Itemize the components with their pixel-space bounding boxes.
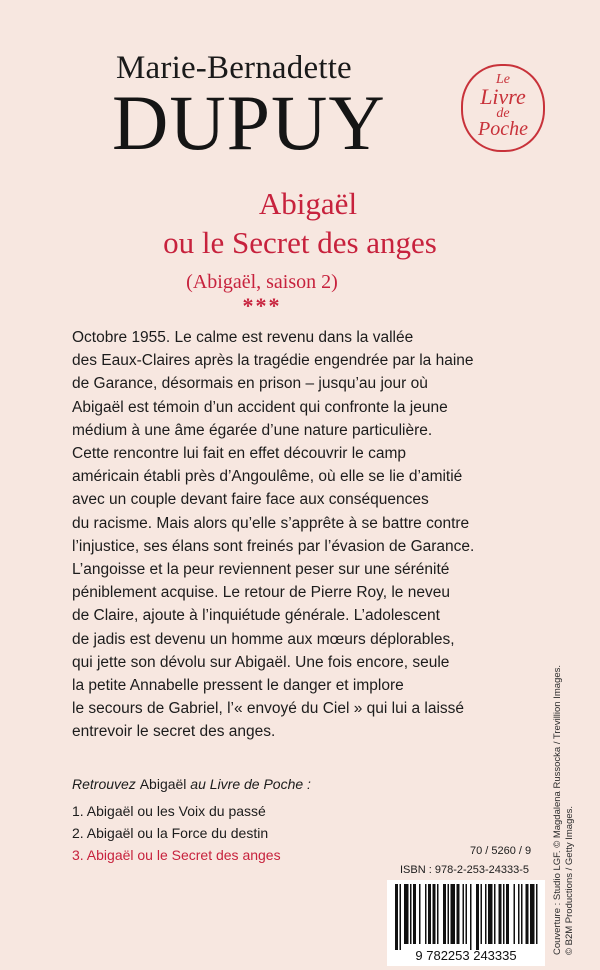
blurb-line: la petite Annabelle pressent le danger et implore (72, 677, 404, 695)
blurb-line: avec un couple devant faire face aux conséquences (72, 491, 429, 509)
blurb-line: entrevoir le secret des anges. (72, 723, 276, 741)
series-item: 1. Abigaël ou les Voix du passé (72, 803, 266, 819)
retrouvez-heading (72, 776, 311, 792)
blurb-line: médium à une âme égarée d’une nature particulière. (72, 421, 433, 439)
logo-text-livre: Livre (480, 84, 526, 109)
livre-de-poche-logo (461, 64, 545, 152)
blurb-line: le secours de Gabriel, l’« envoyé du Ciel » qui lui a laissé (72, 700, 465, 718)
barcode-bar (413, 884, 416, 944)
book-title-line1: Abigaël (258, 186, 358, 221)
barcode (387, 880, 545, 966)
barcode-bar (518, 884, 520, 944)
blurb-line: du racisme. Mais alors qu’elle s’apprête à se battre contre (72, 514, 470, 532)
credits-line: © B2M Productions / Getty Images. (564, 805, 575, 955)
author-first-name: Marie-Bernadette (116, 50, 352, 86)
barcode-bar (536, 884, 538, 944)
barcode-bar (448, 884, 450, 944)
barcode-graphic (387, 880, 545, 966)
barcode-bar (470, 884, 472, 950)
barcode-bar (463, 884, 465, 944)
series-item-current: 3. Abigaël ou le Secret des anges (72, 847, 281, 863)
retrouvez-part1: Retrouvez (72, 776, 140, 792)
blurb-line: péniblement acquise. Le retour de Pierre Roy, le neveu (72, 584, 450, 602)
barcode-bar (433, 884, 436, 944)
barcode-bar (404, 884, 409, 944)
barcode-bar (530, 884, 535, 944)
book-title-line2: ou le Secret des anges (163, 225, 437, 260)
blurb-text (72, 326, 592, 744)
barcode-bar (457, 884, 460, 944)
barcode-bar (521, 884, 523, 944)
barcode-bar (419, 884, 421, 944)
blurb-line: de Claire, ajoute à l’inquiétude générale. L’adolescent (72, 607, 440, 625)
barcode-bar (425, 884, 427, 944)
blurb-line: de jadis est devenu un homme aux mœurs déplorables, (72, 630, 455, 648)
barcode-bar (437, 884, 439, 944)
catalog-code: 70 / 5260 / 9 (470, 845, 532, 857)
blurb-line: qui jette son dévolu sur Abigaël. Une fois encore, seule (72, 653, 450, 671)
barcode-bar (506, 884, 509, 944)
retrouvez-series-name: Abigaël (139, 776, 187, 792)
blurb-line: L’angoisse et la peur reviennent peser sur une sérénité (72, 561, 450, 579)
barcode-digits: 9 782253 243335 (415, 948, 517, 963)
barcode-bar (400, 884, 402, 950)
blurb-line: Abigaël est témoin d’un accident qui confronte la jeune (72, 398, 448, 416)
blurb-line: l’injustice, ses élans sont freinés par l’évasion de Garance. (72, 537, 475, 555)
barcode-bar (476, 884, 479, 950)
barcode-bar (428, 884, 431, 944)
barcode-bar (514, 884, 516, 944)
blurb-line: Octobre 1955. Le calme est revenu dans la vallée (72, 329, 414, 346)
cover-credits (552, 665, 576, 955)
logo-text-poche: Poche (478, 118, 528, 140)
volume-stars: *** (242, 293, 282, 318)
logo-text-de: de (496, 106, 510, 121)
barcode-bar (494, 884, 496, 944)
series-list (72, 800, 281, 866)
blurb-line: Cette rencontre lui fait en effet découvrir le camp (72, 445, 406, 463)
author-last-name: DUPUY (112, 79, 386, 166)
series-item: 2. Abigaël ou la Force du destin (72, 825, 269, 841)
barcode-bar (503, 884, 505, 944)
blurb-line: de Garance, désormais en prison – jusqu’au jour où (72, 375, 428, 393)
logo-text-le: Le (496, 72, 510, 87)
barcode-bar (443, 884, 446, 944)
barcode-bar (481, 884, 483, 944)
retrouvez-part3: au Livre de Poche : (186, 776, 311, 792)
barcode-bar (488, 884, 493, 944)
isbn-number: ISBN : 978-2-253-24333-5 (400, 864, 530, 876)
blurb-line: américain établi près d’Angoulême, où elle se lie d’amitié (72, 468, 463, 486)
credits-line: Couverture : Studio LGF. © Magdalena Russocka / Trevillion Images. (552, 664, 563, 955)
barcode-bar (410, 884, 412, 944)
barcode-bar (526, 884, 529, 944)
barcode-bar (451, 884, 456, 944)
barcode-bar (499, 884, 502, 944)
book-subtitle: (Abigaël, saison 2) (186, 271, 338, 293)
barcode-bar (466, 884, 468, 944)
barcode-bar (395, 884, 398, 950)
barcode-bar (485, 884, 487, 944)
blurb-line: des Eaux-Claires après la tragédie engendrée par la haine (72, 352, 474, 370)
